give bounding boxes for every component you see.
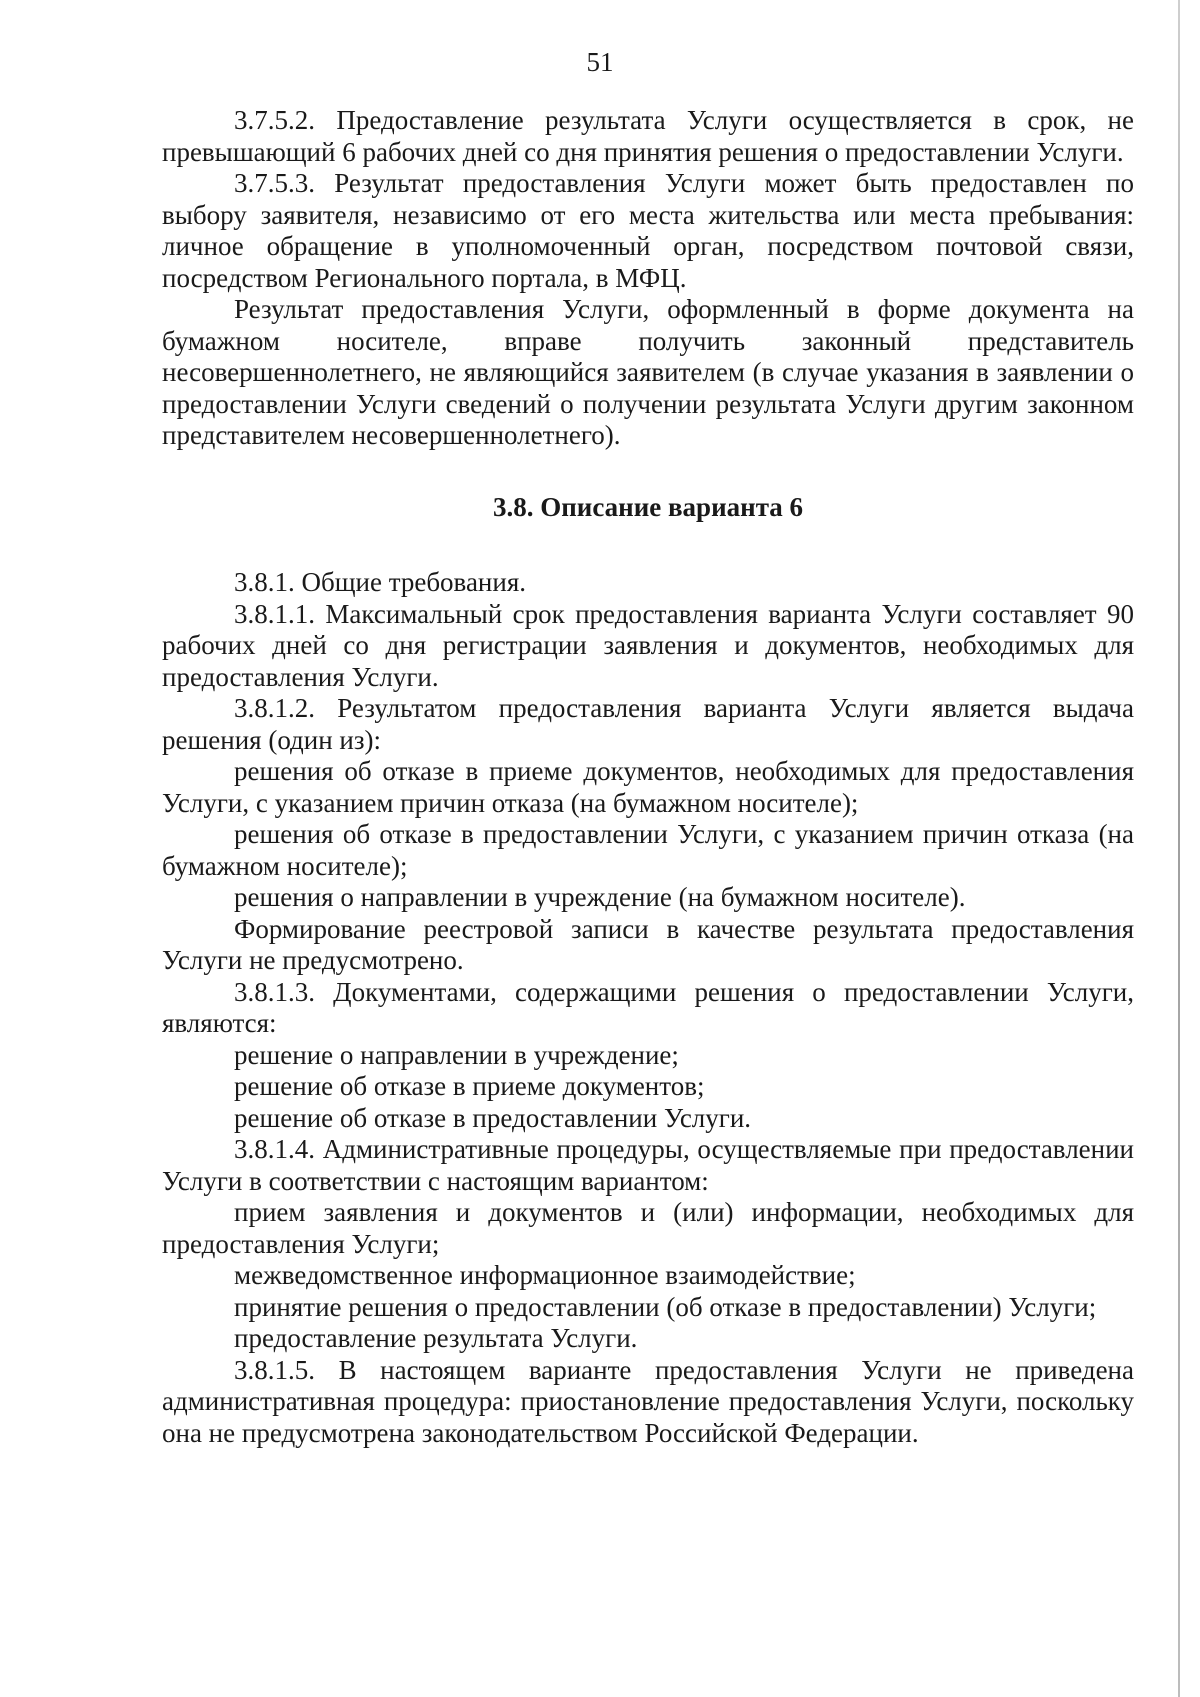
paragraph: 3.8.1.1. Максимальный срок предоставления варианта Услуги составляет 90 рабочих дней со дня регистрации заявления и документов, необходимых для предоставления Услуги. [162, 598, 1134, 692]
list-item: решения об отказе в предоставлении Услуги, с указанием причин отказа (на бумажном носителе); [162, 819, 1134, 881]
paragraph: 3.8.1. Общие требования. [234, 567, 527, 597]
paragraph: 3.8.1.5. В настоящем варианте предоставления Услуги не приведена административная процедура: приостановление предоставления Услуги, поскольку она не предусмотрена законодательством Российской Федерации. [162, 1354, 1134, 1448]
page-edge [1178, 0, 1180, 1697]
paragraph: 3.8.1.3. Документами, содержащими решения о предоставлении Услуги, являются: [162, 976, 1134, 1038]
paragraph: 3.7.5.3. Результат предоставления Услуги может быть предоставлен по выбору заявителя, независимо от его места жительства или места пребывания: личное обращение в уполномоченный орган, посредством почтовой связи, посредством Регионального портала, в МФЦ. [162, 168, 1134, 293]
list-item: решения о направлении в учреждение (на бумажном носителе). [234, 882, 966, 912]
list-item: предоставление результата Услуги. [234, 1323, 638, 1353]
document-body [162, 105, 1134, 1449]
list-item: решения об отказе в приеме документов, необходимых для предоставления Услуги, с указанием причин отказа (на бумажном носителе); [162, 756, 1134, 818]
page-number: 51 [586, 47, 614, 77]
list-item: решение о направлении в учреждение; [234, 1039, 679, 1070]
paragraph: 3.8.1.4. Административные процедуры, осуществляемые при предоставлении Услуги в соответствии с настоящим вариантом: [162, 1134, 1134, 1196]
paragraph: 3.7.5.2. Предоставление результата Услуги осуществляется в срок, не превышающий 6 рабочих дней со дня принятия решения о предоставлении Услуги. [162, 105, 1134, 167]
paragraph: Результат предоставления Услуги, оформленный в форме документа на бумажном носителе, вправе получить законный представитель несовершеннолетнего, не являющийся заявителем (в случае указания в заявлении о предоставлении Услуги сведений о получении результата Услуги другим законном представителем несовершеннолетнего). [162, 294, 1134, 450]
list-item: принятие решения о предоставлении (об отказе в предоставлении) Услуги; [234, 1291, 1097, 1322]
section-title: 3.8. Описание варианта 6 [492, 491, 804, 522]
list-item: межведомственное информационное взаимодействие; [234, 1260, 856, 1290]
list-item: прием заявления и документов и (или) информации, необходимых для предоставления Услуги; [162, 1197, 1134, 1259]
list-item: решение об отказе в приеме документов; [234, 1071, 705, 1101]
paragraph: Формирование реестровой записи в качестве результата предоставления Услуги не предусмотрено. [162, 913, 1134, 975]
paragraph: 3.8.1.2. Результатом предоставления варианта Услуги является выдача решения (один из): [162, 693, 1134, 755]
list-item: решение об отказе в предоставлении Услуги. [234, 1102, 752, 1133]
